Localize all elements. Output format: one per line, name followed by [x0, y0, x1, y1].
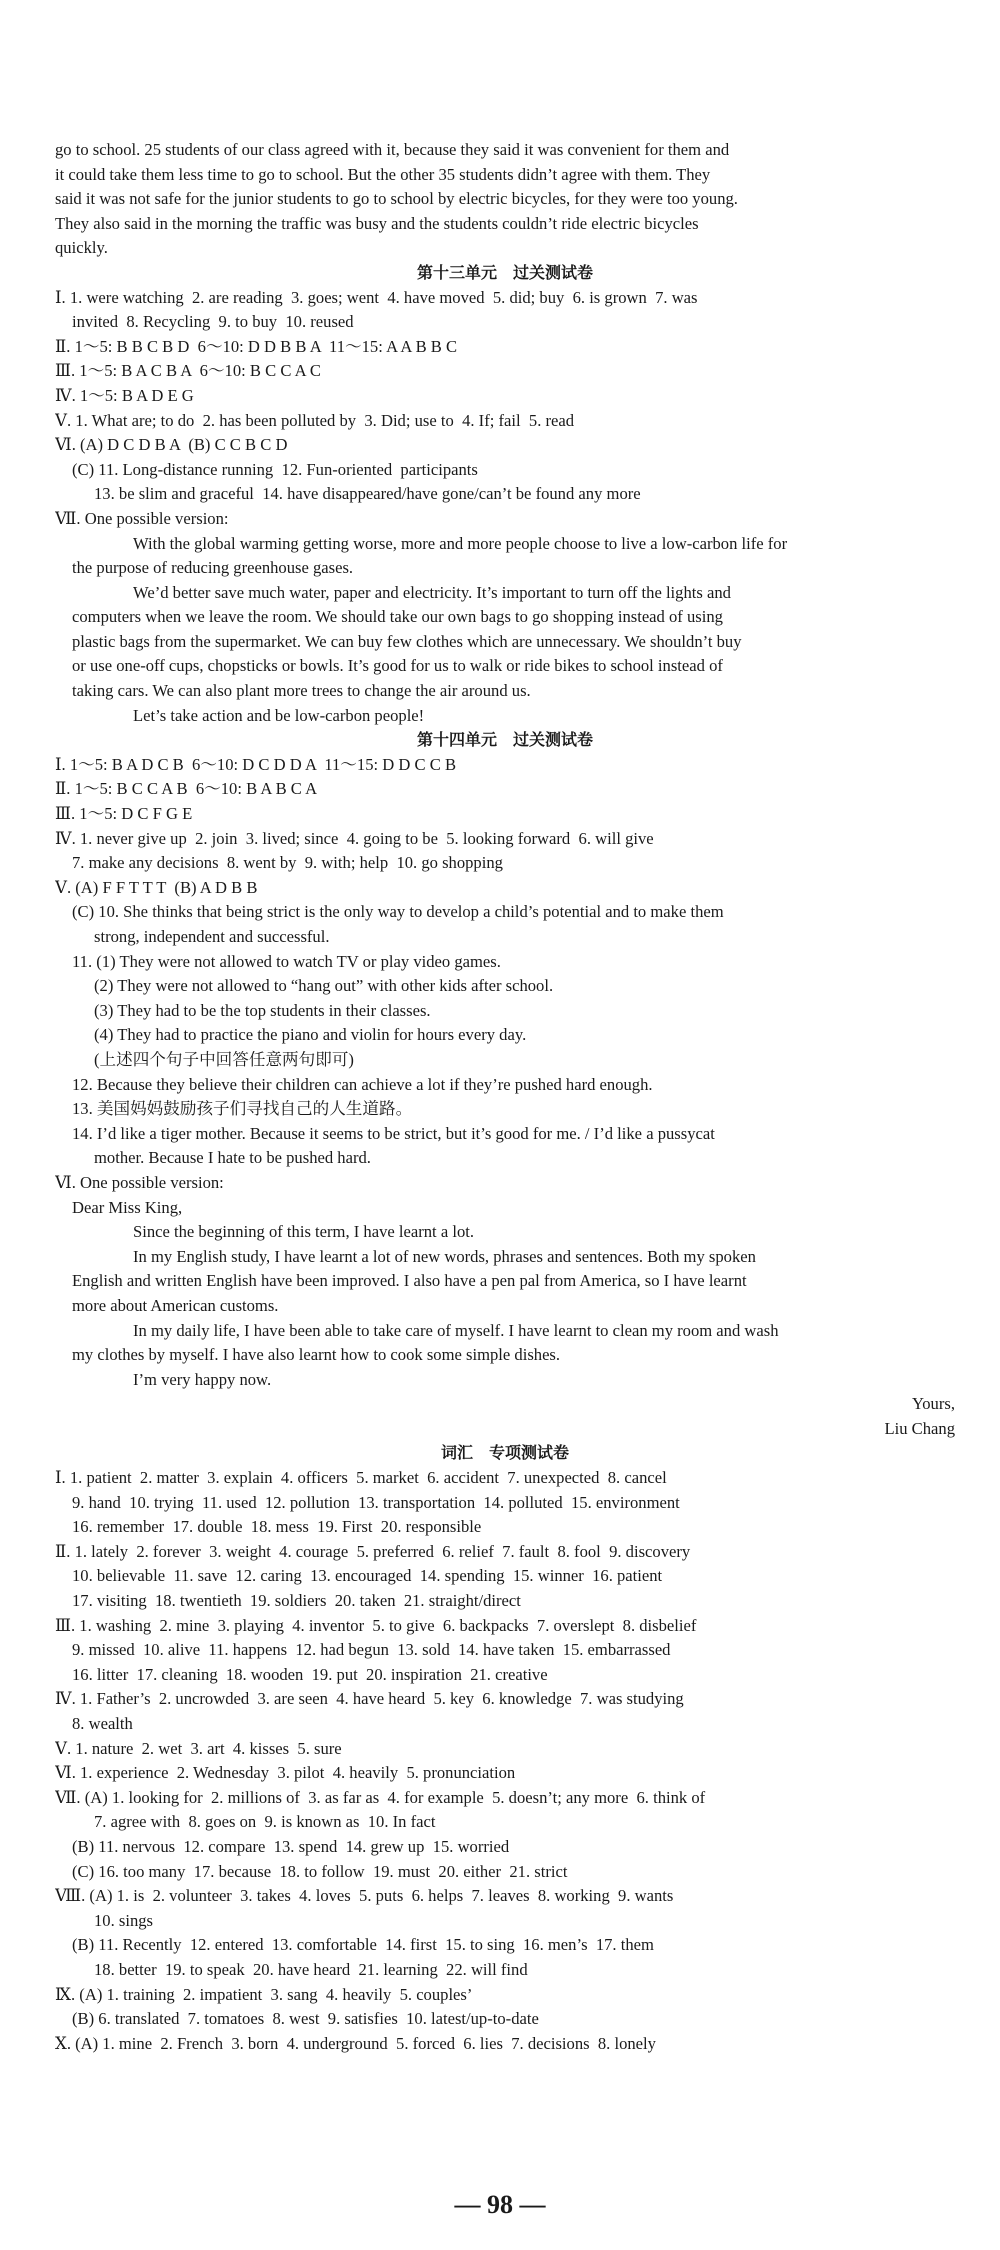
- text-line: Ⅲ. 1～5: B A C B A 6～10: B C C A C: [55, 361, 321, 381]
- text-line: Ⅶ. One possible version:: [55, 508, 229, 528]
- text-line: Ⅰ. 1～5: B A D C B 6～10: D C D D A 11～15: D D C C B: [55, 754, 457, 774]
- text-line: (3) They had to be the top students in their classes.: [94, 1000, 431, 1020]
- text-line: 9. hand 10. trying 11. used 12. pollution 13. transportation 14. polluted 15. environment: [72, 1492, 680, 1512]
- text-line: Since the beginning of this term, I have learnt a lot.: [133, 1222, 474, 1242]
- text-line: mother. Because I hate to be pushed hard.: [94, 1148, 371, 1168]
- text-line: Ⅴ. 1. What are; to do 2. has been polluted by 3. Did; use to 4. If; fail 5. read: [55, 410, 575, 430]
- text-line: 9. missed 10. alive 11. happens 12. had begun 13. sold 14. have taken 15. embarrassed: [72, 1640, 671, 1660]
- text-line: 10. sings: [94, 1910, 154, 1930]
- text-line: computers when we leave the room. We should take our own bags to go shopping instead of using: [72, 607, 723, 627]
- text-line: 16. remember 17. double 18. mess 19. First 20. responsible: [72, 1517, 482, 1537]
- text-line: (B) 11. nervous 12. compare 13. spend 14. grew up 15. worried: [72, 1836, 510, 1856]
- text-line: (4) They had to practice the piano and violin for hours every day.: [94, 1025, 527, 1045]
- answer-key-text: [55, 138, 955, 2056]
- text-line: Ⅰ. 1. were watching 2. are reading 3. goes; went 4. have moved 5. did; buy 6. is grown 7. was: [55, 287, 698, 307]
- text-line: Ⅱ. 1～5: B B C B D 6～10: D D B B A 11～15: A A B B C: [55, 336, 458, 356]
- section-title: 第十三单元 过关测试卷: [416, 262, 593, 282]
- text-line: In my daily life, I have been able to take care of myself. I have learnt to clean my room and wash: [133, 1320, 779, 1340]
- text-line: Yours,: [911, 1394, 955, 1414]
- text-line: or use one-off cups, chopsticks or bowls. It’s good for us to walk or ride bikes to school instead of: [72, 656, 723, 676]
- text-line: 13. be slim and graceful 14. have disappeared/have gone/can’t be found any more: [94, 484, 641, 504]
- section-title: 第十四单元 过关测试卷: [416, 730, 593, 750]
- text-line: (C) 16. too many 17. because 18. to follow 19. must 20. either 21. strict: [72, 1861, 568, 1881]
- text-line: Ⅹ. (A) 1. mine 2. French 3. born 4. underground 5. forced 6. lies 7. decisions 8. lonely: [55, 2033, 656, 2053]
- text-line: Ⅲ. 1～5: D C F G E: [55, 804, 193, 824]
- text-line: said it was not safe for the junior students to go to school by electric bicycles, for they were too young.: [55, 189, 738, 209]
- text-line: 12. Because they believe their children can achieve a lot if they’re pushed hard enough.: [72, 1074, 653, 1094]
- text-line: (2) They were not allowed to “hang out” with other kids after school.: [94, 976, 554, 996]
- text-line: 10. believable 11. save 12. caring 13. encouraged 14. spending 15. winner 16. patient: [72, 1566, 663, 1586]
- text-line: Let’s take action and be low-carbon people!: [133, 705, 425, 725]
- text-line: Ⅸ. (A) 1. training 2. impatient 3. sang 4. heavily 5. couples’: [55, 1984, 473, 2004]
- text-line: Ⅵ. One possible version:: [55, 1172, 224, 1192]
- text-line: 7. make any decisions 8. went by 9. with; help 10. go shopping: [72, 853, 503, 873]
- text-line: Ⅴ. (A) F F T T T (B) A D B B: [55, 877, 258, 897]
- text-line: 16. litter 17. cleaning 18. wooden 19. put 20. inspiration 21. creative: [72, 1664, 548, 1684]
- text-line: They also said in the morning the traffic was busy and the students couldn’t ride electric bicycles: [55, 213, 699, 233]
- text-line: my clothes by myself. I have also learnt how to cook some simple dishes.: [72, 1345, 561, 1365]
- text-line: Ⅶ. (A) 1. looking for 2. millions of 3. as far as 4. for example 5. doesn’t; any more 6. think of: [55, 1787, 706, 1807]
- text-line: the purpose of reducing greenhouse gases.: [72, 558, 354, 578]
- text-line: it could take them less time to go to school. But the other 35 students didn’t agree with them. They: [55, 164, 711, 184]
- text-line: (C) 11. Long-distance running 12. Fun-oriented participants: [72, 459, 478, 479]
- text-line: (B) 11. Recently 12. entered 13. comfortable 14. first 15. to sing 16. men’s 17. them: [72, 1935, 654, 1955]
- text-line: 18. better 19. to speak 20. have heard 21. learning 22. will find: [94, 1959, 528, 1979]
- text-line: In my English study, I have learnt a lot of new words, phrases and sentences. Both my spoken: [133, 1246, 756, 1266]
- text-line: strong, independent and successful.: [94, 927, 330, 946]
- text-line: I’m very happy now.: [133, 1369, 272, 1389]
- text-line: invited 8. Recycling 9. to buy 10. reused: [72, 312, 354, 332]
- text-line: Ⅱ. 1. lately 2. forever 3. weight 4. courage 5. preferred 6. relief 7. fault 8. fool 9. discovery: [55, 1541, 691, 1561]
- text-line: taking cars. We can also plant more trees to change the air around us.: [72, 681, 531, 701]
- text-line: Ⅳ. 1. never give up 2. join 3. lived; since 4. going to be 5. looking forward 6. will give: [55, 828, 654, 848]
- text-line: (上述四个句子中回答任意两句即可): [94, 1049, 354, 1069]
- text-line: We’d better save much water, paper and electricity. It’s important to turn off the lights and: [133, 582, 731, 602]
- text-line: Dear Miss King,: [72, 1197, 183, 1217]
- text-line: Ⅳ. 1. Father’s 2. uncrowded 3. are seen 4. have heard 5. key 6. knowledge 7. was studying: [55, 1689, 684, 1709]
- page-number: — 98 —: [454, 2190, 546, 2219]
- text-line: With the global warming getting worse, more and more people choose to live a low-carbon life for: [133, 533, 788, 553]
- text-line: 13. 美国妈妈鼓励孩子们寻找自己的人生道路。: [72, 1099, 413, 1119]
- text-line: go to school. 25 students of our class agreed with it, because they said it was convenient for them and: [55, 140, 730, 159]
- text-line: Ⅱ. 1～5: B C C A B 6～10: B A B C A: [55, 779, 318, 799]
- text-line: Ⅰ. 1. patient 2. matter 3. explain 4. officers 5. market 6. accident 7. unexpected 8. cancel: [55, 1468, 667, 1488]
- text-line: Liu Chang: [884, 1418, 955, 1438]
- text-line: English and written English have been improved. I also have a pen pal from America, so I have learnt: [72, 1271, 747, 1291]
- text-line: quickly.: [55, 238, 108, 258]
- text-line: Ⅳ. 1～5: B A D E G: [55, 385, 194, 405]
- text-line: Ⅴ. 1. nature 2. wet 3. art 4. kisses 5. sure: [55, 1738, 342, 1758]
- text-line: plastic bags from the supermarket. We can buy few clothes which are unnecessary. We shouldn’t buy: [72, 631, 742, 651]
- text-line: Ⅵ. 1. experience 2. Wednesday 3. pilot 4. heavily 5. pronunciation: [55, 1763, 516, 1783]
- text-line: 11. (1) They were not allowed to watch TV or play video games.: [72, 951, 501, 971]
- text-line: 17. visiting 18. twentieth 19. soldiers 20. taken 21. straight/direct: [72, 1591, 521, 1611]
- text-line: (B) 6. translated 7. tomatoes 8. west 9. satisfies 10. latest/up-to-date: [72, 2009, 539, 2029]
- text-line: 8. wealth: [72, 1714, 133, 1733]
- text-line: Ⅲ. 1. washing 2. mine 3. playing 4. inventor 5. to give 6. backpacks 7. overslept 8. disbelief: [55, 1615, 697, 1635]
- text-line: 7. agree with 8. goes on 9. is known as 10. In fact: [94, 1812, 436, 1832]
- text-line: more about American customs.: [72, 1295, 279, 1315]
- text-line: Ⅵ. (A) D C D B A (B) C C B C D: [55, 435, 288, 455]
- text-line: (C) 10. She thinks that being strict is the only way to develop a child’s potential and to make them: [72, 902, 724, 922]
- text-line: 14. I’d like a tiger mother. Because it seems to be strict, but it’s good for me. / I’d like a pussycat: [72, 1123, 715, 1143]
- text-line: Ⅷ. (A) 1. is 2. volunteer 3. takes 4. loves 5. puts 6. helps 7. leaves 8. working 9. wants: [55, 1886, 674, 1906]
- section-title: 词汇 专项测试卷: [440, 1443, 569, 1463]
